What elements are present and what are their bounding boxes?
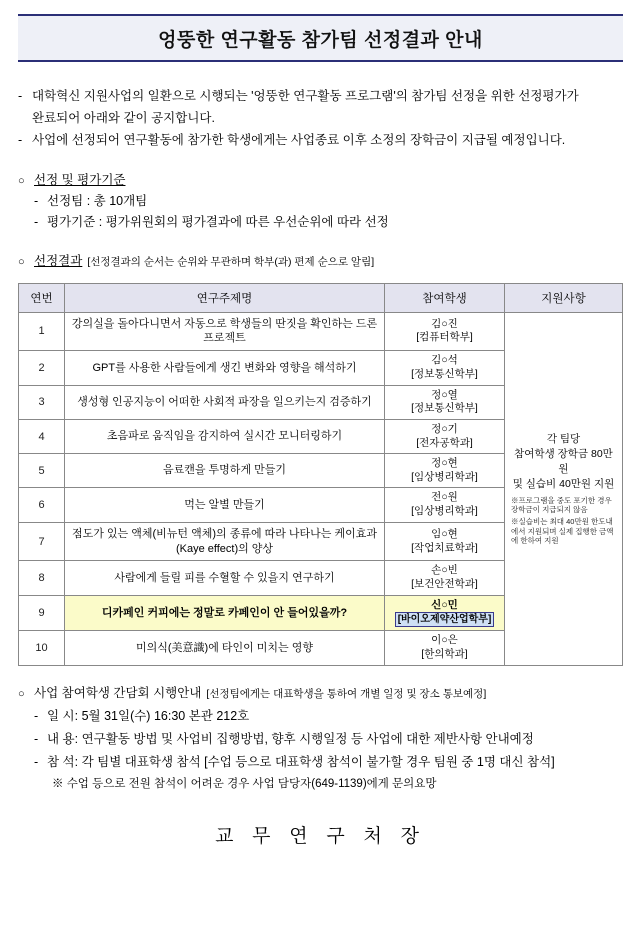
criteria-text-1: 평가기준 : 평가위원회의 평가결과에 따른 우선순위에 따라 선정 — [47, 215, 389, 230]
student-name: 정○열 — [431, 388, 458, 401]
row-student — [385, 631, 505, 665]
row-topic: 초음파로 움직임을 감지하여 실시간 모니터링하기 — [65, 419, 385, 453]
row-topic: 먹는 알별 만들기 — [65, 488, 385, 522]
section-meeting-title: 사업 참여학생 간담회 시행안내 — [34, 685, 202, 700]
student-name: 신○민 — [431, 598, 458, 611]
section-results — [18, 251, 623, 272]
section-meeting-header — [18, 682, 623, 705]
signature-line: 교 무 연 구 처 장 — [215, 826, 426, 848]
row-topic: 강의실을 돌아다니면서 자동으로 학생들의 딴짓을 확인하는 드론 프로젝트 — [65, 312, 385, 351]
document-page — [0, 14, 641, 934]
results-table — [18, 283, 623, 666]
student-dept: [임상병리학과] — [411, 505, 478, 518]
row-no: 1 — [19, 312, 65, 351]
intro-dash-1: - — [18, 89, 23, 103]
row-no: 6 — [19, 488, 65, 522]
table-row — [19, 312, 623, 351]
document-title-banner — [18, 14, 623, 62]
support-note-1: ※프로그램을 중도 포기한 경우 장학금이 지급되지 않음 — [511, 495, 612, 514]
student-name: 전○원 — [431, 491, 458, 504]
bullet-circle-icon: ○ — [18, 256, 25, 269]
page-title: 엉뚱한 연구활동 참가팀 선정결과 안내 — [158, 29, 483, 51]
student-dept: [정보통신학부] — [411, 367, 478, 380]
row-student — [385, 454, 505, 488]
intro-dash-2: - — [18, 132, 23, 147]
criteria-item-1 — [18, 212, 623, 233]
row-student — [385, 522, 505, 561]
student-dept: [한의학과] — [421, 647, 468, 660]
row-no: 8 — [19, 561, 65, 595]
section-meeting — [18, 682, 623, 796]
intro-text-2: 사업에 선정되어 연구활동에 참가한 학생에게는 사업종료 이후 소정의 장학금이 지급될 예정입니다. — [32, 132, 566, 147]
row-topic: 점도가 있는 액체(비뉴턴 액체)의 종류에 따라 나타나는 케이효과(Kaye effect)의 양상 — [65, 522, 385, 561]
student-name: 김○진 — [431, 317, 458, 330]
section-meeting-note: [선정팀에게는 대표학생을 통하여 개별 일정 및 장소 통보예정] — [206, 687, 487, 700]
intro-text-1b: 완료되어 아래와 같이 공지합니다. — [32, 110, 215, 125]
section-criteria-title: 선정 및 평가기준 — [34, 172, 126, 187]
row-student — [385, 488, 505, 522]
row-student — [385, 312, 505, 351]
student-name: 손○빈 — [431, 564, 458, 577]
bullet-circle-icon: ○ — [18, 174, 25, 187]
student-name: 이○은 — [431, 634, 458, 647]
support-line-1: 각 팀당 — [546, 432, 581, 445]
criteria-dash-0: - — [34, 193, 39, 208]
student-dept: [전자공학과] — [416, 436, 473, 449]
student-dept: [정보통신학부] — [411, 402, 478, 415]
row-no: 2 — [19, 351, 65, 385]
student-name: 정○기 — [431, 422, 458, 435]
intro-line-2 — [18, 130, 623, 152]
meeting-label-1: 내 용: — [47, 731, 79, 746]
student-dept: [임상병리학과] — [411, 470, 478, 483]
col-header-no: 연번 — [19, 283, 65, 312]
student-name: 정○현 — [431, 457, 458, 470]
meeting-label-0: 일 시: — [47, 708, 79, 723]
student-dept: [컴퓨터학부] — [416, 331, 473, 344]
meeting-dash-1: - — [34, 731, 39, 746]
row-no: 4 — [19, 419, 65, 453]
section-criteria — [18, 170, 623, 234]
row-topic: GPT를 사용한 사람들에게 생긴 변화와 영향을 해석하기 — [65, 351, 385, 385]
support-line-2: 참여학생 장학금 80만원 — [514, 447, 613, 476]
support-line-3: 및 실습비 40만원 지원 — [512, 478, 615, 491]
criteria-text-0: 선정팀 : 총 10개팀 — [47, 193, 148, 208]
meeting-item-2 — [18, 751, 623, 774]
row-no: 10 — [19, 631, 65, 665]
student-dept: [작업치료학과] — [411, 541, 478, 554]
row-student — [385, 595, 505, 631]
row-topic: 사람에게 들릴 피를 수혈할 수 있을지 연구하기 — [65, 561, 385, 595]
section-results-title: 선정결과 — [34, 254, 83, 269]
section-criteria-header — [18, 170, 623, 191]
row-student — [385, 561, 505, 595]
row-student — [385, 419, 505, 453]
student-dept: [바이오제약산업학부] — [395, 612, 495, 627]
col-header-student: 참여학생 — [385, 283, 505, 312]
col-header-support: 지원사항 — [505, 283, 623, 312]
criteria-dash-1: - — [34, 215, 39, 230]
row-no: 3 — [19, 385, 65, 419]
support-note-2: ※실습비는 최대 40만원 한도내에서 지원되며 실제 집행한 금액에 한하여 지원 — [511, 517, 614, 546]
meeting-text-2: 각 팀별 대표학생 참석 [수업 등으로 대표학생 참석이 불가할 경우 팀원 중 1명 대신 참석] — [81, 754, 555, 769]
meeting-footnote: ※ 수업 등으로 전원 참석이 어려운 경우 사업 담당자(649-1139)에게 문의요망 — [52, 778, 437, 791]
row-student — [385, 351, 505, 385]
student-name: 김○석 — [431, 354, 458, 367]
criteria-item-0 — [18, 191, 623, 212]
student-name: 임○현 — [431, 527, 458, 540]
support-cell — [505, 312, 623, 665]
intro-text-1a: 대학혁신 지원사업의 일환으로 시행되는 '엉뚱한 연구활동 프로그램'의 참가팀 선정을 위한 선정평가가 — [32, 89, 579, 103]
section-results-note: [선정결과의 순서는 순위와 무관하며 학부(과) 편제 순으로 알림] — [87, 256, 375, 269]
intro-block — [18, 86, 623, 152]
row-topic: 디카페인 커피에는 정말로 카페인이 안 들어있을까? — [65, 595, 385, 631]
student-dept: [보건안전학과] — [411, 578, 478, 591]
meeting-item-1 — [18, 728, 623, 751]
row-topic: 음료캔을 투명하게 만들기 — [65, 454, 385, 488]
row-no: 7 — [19, 522, 65, 561]
row-no: 5 — [19, 454, 65, 488]
row-no: 9 — [19, 595, 65, 631]
table-header-row — [19, 283, 623, 312]
meeting-text-0: 5월 31일(수) 16:30 본관 212호 — [81, 708, 250, 723]
meeting-text-1: 연구활동 방법 및 사업비 집행방법, 향후 시행일정 등 사업에 대한 제반사항 안내예정 — [81, 731, 534, 746]
meeting-item-0 — [18, 705, 623, 728]
row-topic: 미의식(美意識)에 타인이 미치는 영향 — [65, 631, 385, 665]
col-header-topic: 연구주제명 — [65, 283, 385, 312]
section-results-header — [18, 251, 623, 272]
bullet-circle-icon: ○ — [18, 687, 25, 700]
row-student — [385, 385, 505, 419]
intro-line-1 — [18, 86, 623, 108]
meeting-label-2: 참 석: — [47, 754, 79, 769]
row-topic: 생성형 인공지능이 어떠한 사회적 파장을 일으키는지 검증하기 — [65, 385, 385, 419]
meeting-dash-2: - — [34, 754, 39, 769]
meeting-dash-0: - — [34, 708, 39, 723]
